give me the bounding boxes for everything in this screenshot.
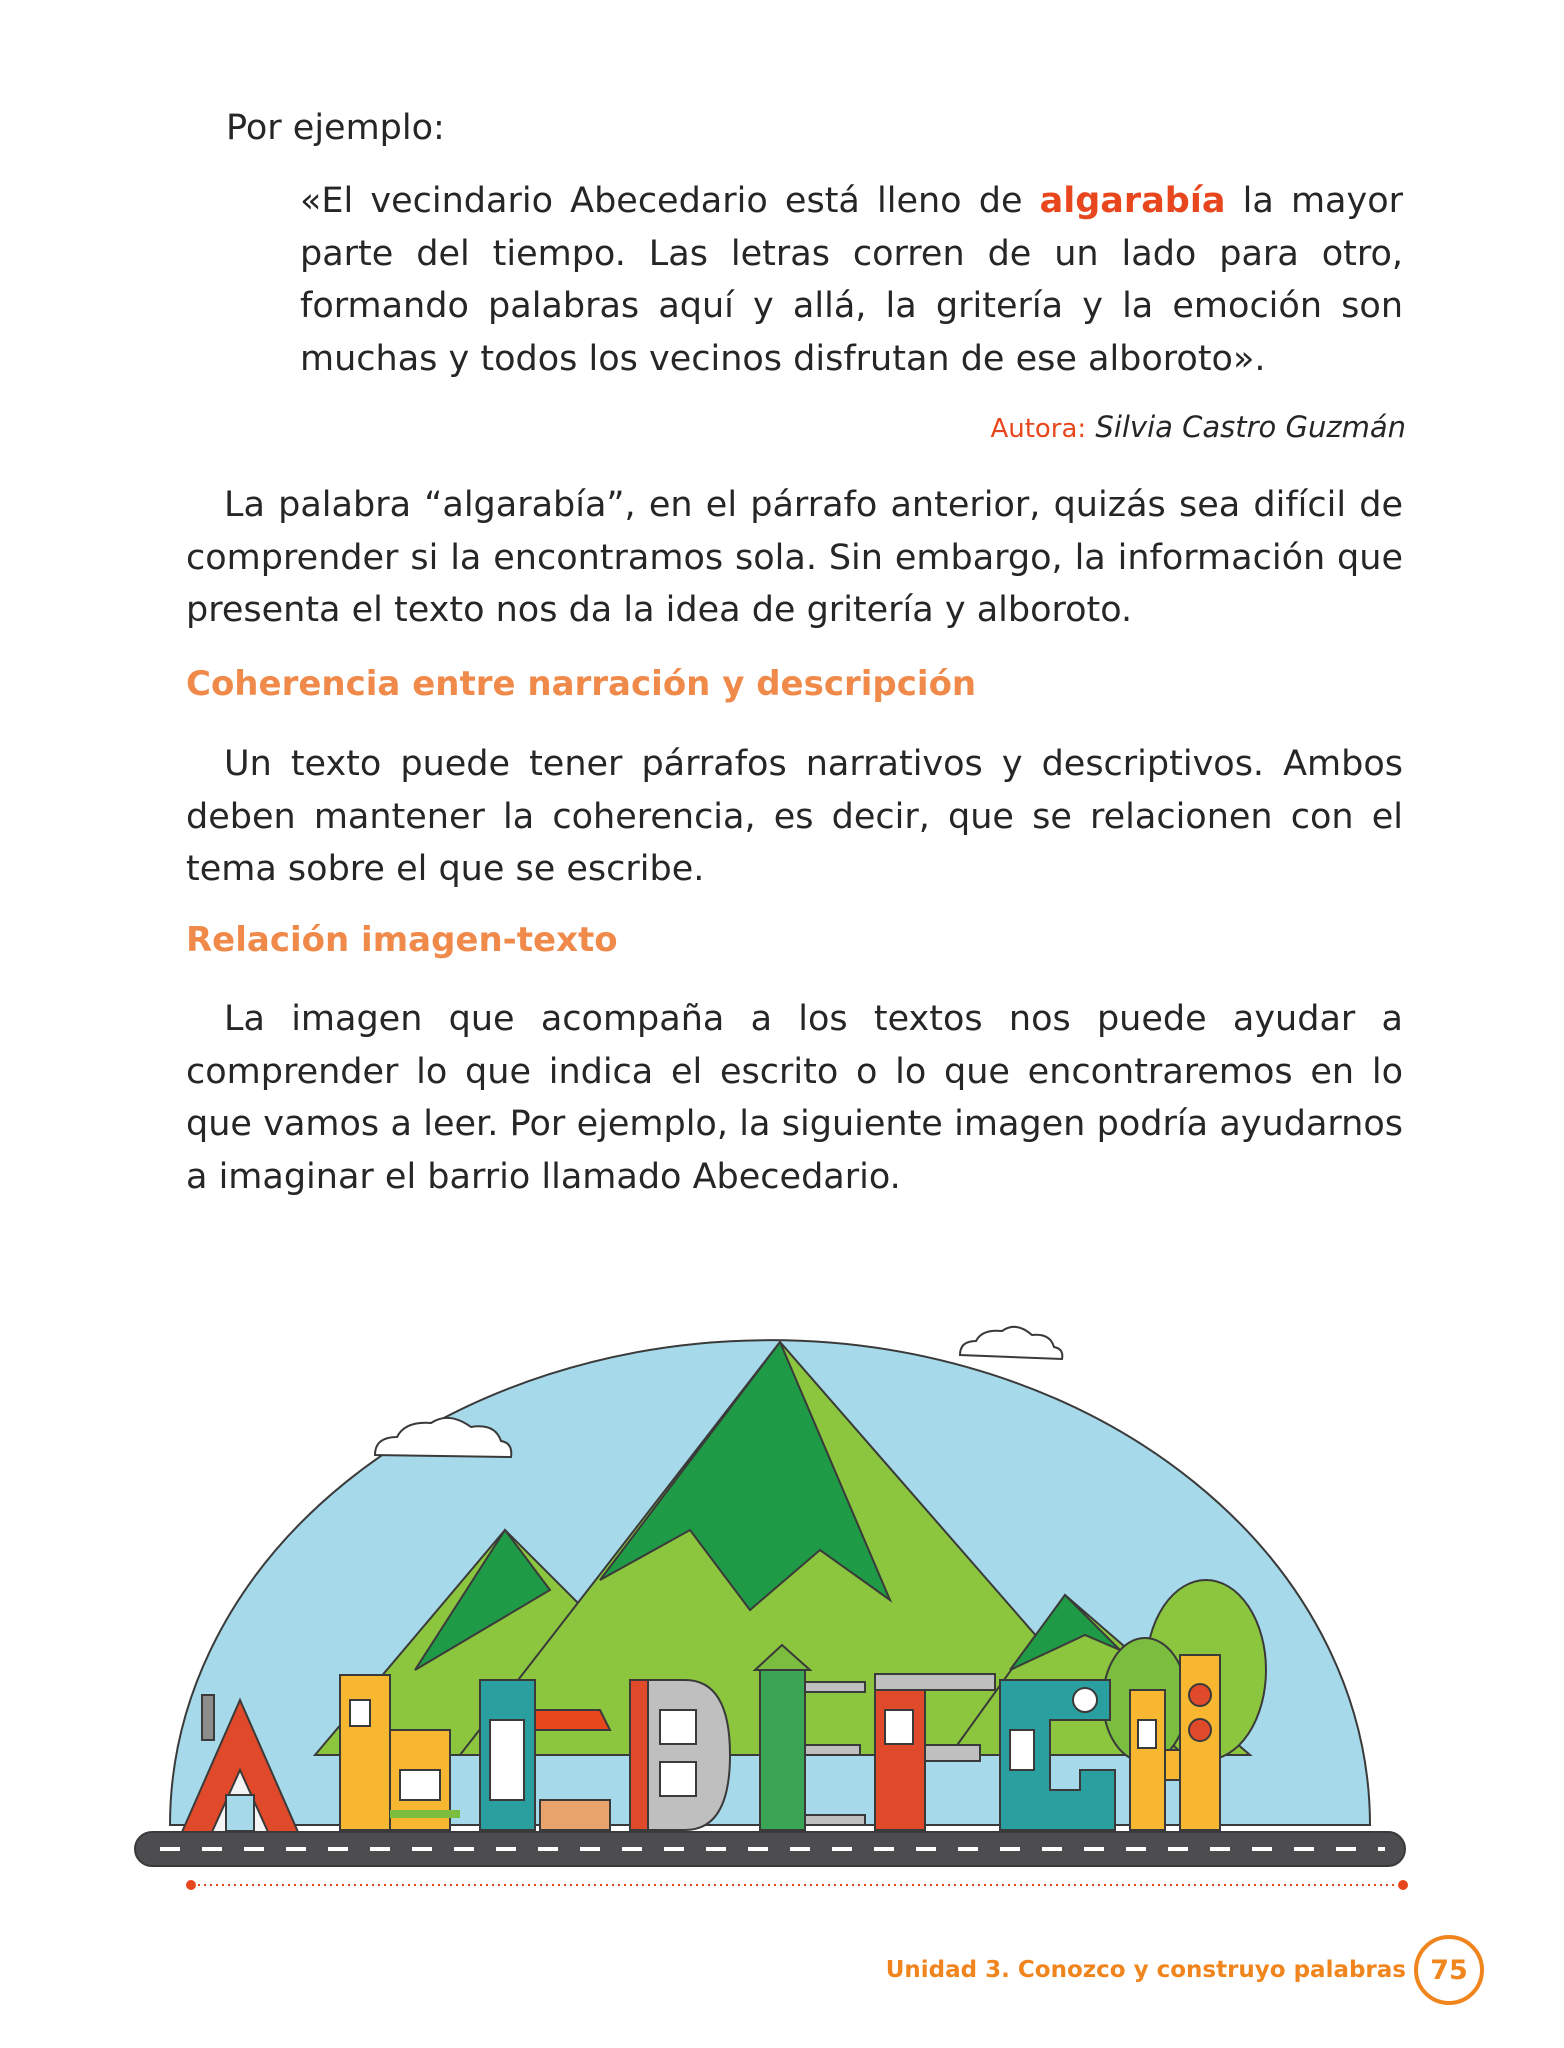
paragraph-3: La imagen que acompaña a los textos nos puede ayudar a comprender lo que indica el escrito o lo que encontraremos en lo que vamos a leer. Por ejemplo, la siguiente imagen podría ayudarnos a imaginar el barrio llamado Abecedario.: [186, 999, 1403, 1197]
paragraph-2: Un texto puede tener párrafos narrativos y descriptivos. Ambos deben mantener la coherencia, es decir, que se relacionen con el tema sobre el que se escribe.: [186, 744, 1403, 889]
paragraph-1: La palabra “algarabía”, en el párrafo anterior, quizás sea difícil de comprender si la encontramos sola. Sin embargo, la información que presenta el texto nos da la idea de gritería y alboroto.: [186, 485, 1403, 630]
quote-text-start: «El vecindario Abecedario está lleno de: [300, 181, 1040, 221]
byline-label: Autora:: [990, 414, 1087, 444]
footer-divider: [186, 1880, 1408, 1890]
intro-text: Por ejemplo:: [226, 108, 445, 148]
quote-paragraph: [300, 175, 1403, 385]
quote-text-end: la mayor parte del tiempo. Las letras corren de un lado para otro, formando palabras aquí y allá, la gritería y la emoción son muchas y todos los vecinos disfrutan de ese alboroto».: [300, 181, 1404, 379]
quote-byline: [990, 410, 1406, 444]
building-letter-d: [630, 1680, 730, 1830]
section-heading-image-text: Relación imagen-texto: [186, 920, 618, 960]
section-heading-coherence: Coherencia entre narración y descripción: [186, 664, 977, 704]
byline-author: Silvia Castro Guzmán: [1095, 410, 1406, 444]
quote-keyword: algarabía: [1039, 181, 1226, 221]
footer-unit-title: Unidad 3. Conozco y construyo palabras: [885, 1957, 1406, 1983]
page-number: 75: [1414, 1935, 1484, 2005]
alphabet-neighborhood-illustration: [130, 1250, 1410, 1870]
